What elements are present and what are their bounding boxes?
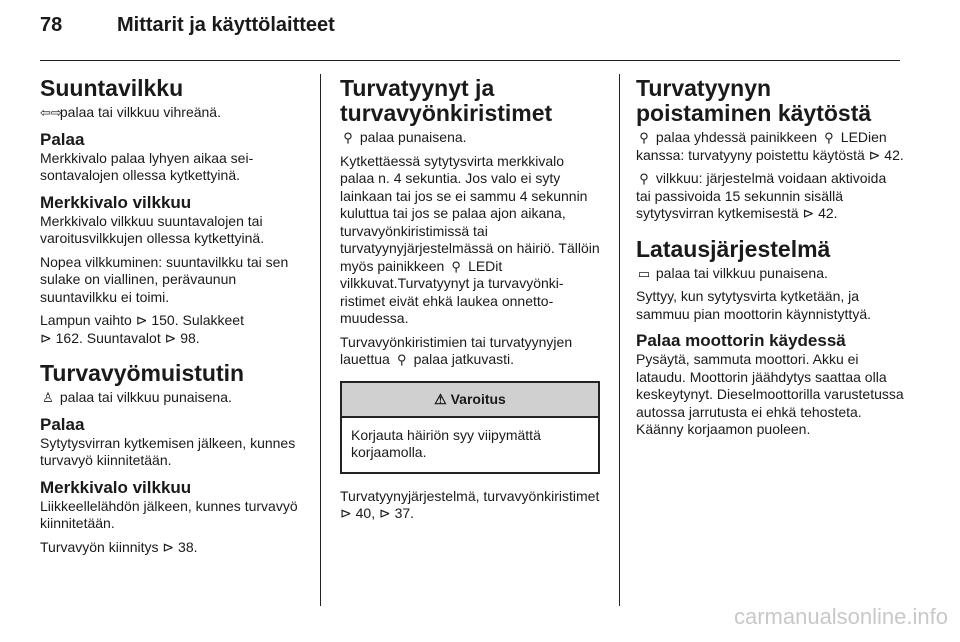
paragraph [636,129,904,164]
text: 42. [818,205,838,221]
ref-arrow-icon: ⊳ [378,505,391,521]
text: 98. [180,329,200,346]
paragraph: Nopea vilkkuminen: suuntavilkku tai sen sulake on viallinen, perävaunun suuntavilkku ei toimi. [40,253,289,305]
warning-text: Korjauta häiriön syy viipymättä korjaamolla. [351,426,541,460]
paragraph [40,104,305,122]
paragraph [636,265,904,283]
column-left [40,76,305,562]
airbag-off-icon: ⚲ [639,130,649,145]
warning-header [342,383,598,418]
airbag-icon: ⚲ [343,130,353,145]
paragraph: Merkkivalo vilkkuu suuntavalojen tai varoitusvilkkujen ollessa kytkettyinä. [40,212,265,246]
text: LEDien kanssa: turvatyyny poistettu käytöstä [636,129,887,163]
text: vilkkuu: järjestelmä voidaan aktivoida tai passivoida 15 sekunnin sisällä sytytysvirran kytkemisestä [636,170,887,221]
seatbelt-icon: ♙ [42,390,54,405]
text: Turvatyynyjärjestelmä, turvavyönkiristimet [340,487,600,504]
text: 38. [178,538,198,555]
text: palaa tai vilkkuu punaisena. [655,264,828,281]
text: 150. Sulakkeet [151,312,244,328]
ref-arrow-icon: ⊳ [135,312,148,328]
warning-triangle-icon: ⚠ [434,390,447,407]
subheading: Merkkivalo vilkkuu [40,192,192,212]
ref-arrow-icon: ⊳ [868,146,881,163]
text: 162. Suuntavalot [55,329,161,346]
subheading: Palaa moottorin käydessä [636,331,846,350]
paragraph [636,170,904,223]
text: Lampun vaihto [40,312,132,328]
paragraph [40,389,305,407]
text: palaa punaisena. [359,129,467,145]
paragraph [340,153,600,328]
paragraph [40,539,305,557]
text: LEDit vilkkuvat.Turvatyynyt ja turvavyönkiristimet eivät ehkä laukea onnettomuudessa. [340,257,564,326]
paragraph: Sytytysvirran kytkemisen jälkeen, kunnes turvavyö kiinnitetään. [40,434,296,468]
text: 42. [884,146,904,163]
warning-box [340,381,600,474]
text: Kytkettäessä sytytysvirta merkkivalo palaa n. 4 sekuntia. Jos valo ei syty lainkaan tai jos se ei sammu 4 sekunnin kuluttua tai jos se palaa ajon aikana, turvavyönkiristimissä tai turvatyynyjärjestelmässä on häiriö. Tällöin myös painikkeen [340,152,600,274]
paragraph: Pysäytä, sammuta moottori. Akku ei lataudu. Moottorin jäähdytys saattaa olla keskeytynyt. Dieselmoottorilla varustetussa autossa jarrutusta ei ehkä tehosteta. Käänny korjaamon puoleen. [636,351,904,437]
header-rule [40,60,900,61]
section-title: Suuntavilkku [40,75,184,101]
text: 37. [394,505,415,521]
text: palaa jatkuvasti. [413,351,515,367]
text: palaa tai vilkkuu punaisena. [59,389,232,405]
text: palaa tai vilkkuu vihreänä. [59,104,221,120]
airbag-off-icon: ⚲ [824,130,834,145]
ref-arrow-icon: ⊳ [802,205,815,221]
subheading: Palaa [40,414,85,434]
ref-arrow-icon: ⊳ [162,538,175,555]
text: 40, [355,505,376,521]
turn-signal-icon: ⇦⇨ [40,105,62,120]
subheading: Palaa [40,129,85,149]
section-title: Turvatyynyn poistaminen käytöstä [636,75,872,126]
battery-icon: ▭ [637,265,651,281]
section-title: Latausjärjestelmä [636,235,831,262]
paragraph [340,334,600,369]
column-right [636,76,904,445]
ref-arrow-icon: ⊳ [40,329,52,346]
paragraph: Merkkivalo palaa lyhyen aikaa seisontavalojen ollessa kytkettyinä. [40,149,254,183]
text: palaa yhdessä painikkeen [655,129,818,145]
column-divider [320,74,321,606]
watermark: carmanualsonline.info [733,604,948,629]
airbag-off-icon: ⚲ [639,171,649,186]
warning-title: Varoitus [450,390,506,407]
paragraph [340,129,600,147]
chapter-title: Mittarit ja käyttölaitteet [117,14,335,36]
airbag-icon: ⚲ [396,352,407,367]
section-title: Turvatyynyt ja turvavyönkiristimet [340,75,553,126]
ref-arrow-icon: ⊳ [164,329,177,346]
text: Turvavyönkiristimien tai turvatyynyjen lauettua [340,333,573,367]
paragraph [340,488,600,523]
paragraph: Syttyy, kun sytytysvirta kytketään, ja sammuu pian moottorin käynnistyttyä. [636,288,871,322]
paragraph: Liikkeellelähdön jälkeen, kunnes turvavyö kiinnitetään. [40,497,298,531]
text: Turvavyön kiinnitys [40,538,159,555]
paragraph [40,312,305,347]
column-middle [340,76,600,529]
airbag-off-icon: ⚲ [451,258,461,274]
subheading: Merkkivalo vilkkuu [40,477,192,497]
page-number: 78 [40,14,63,36]
column-divider [619,74,620,606]
ref-arrow-icon: ⊳ [340,505,352,521]
section-title: Turvavyömuistutin [40,360,245,386]
